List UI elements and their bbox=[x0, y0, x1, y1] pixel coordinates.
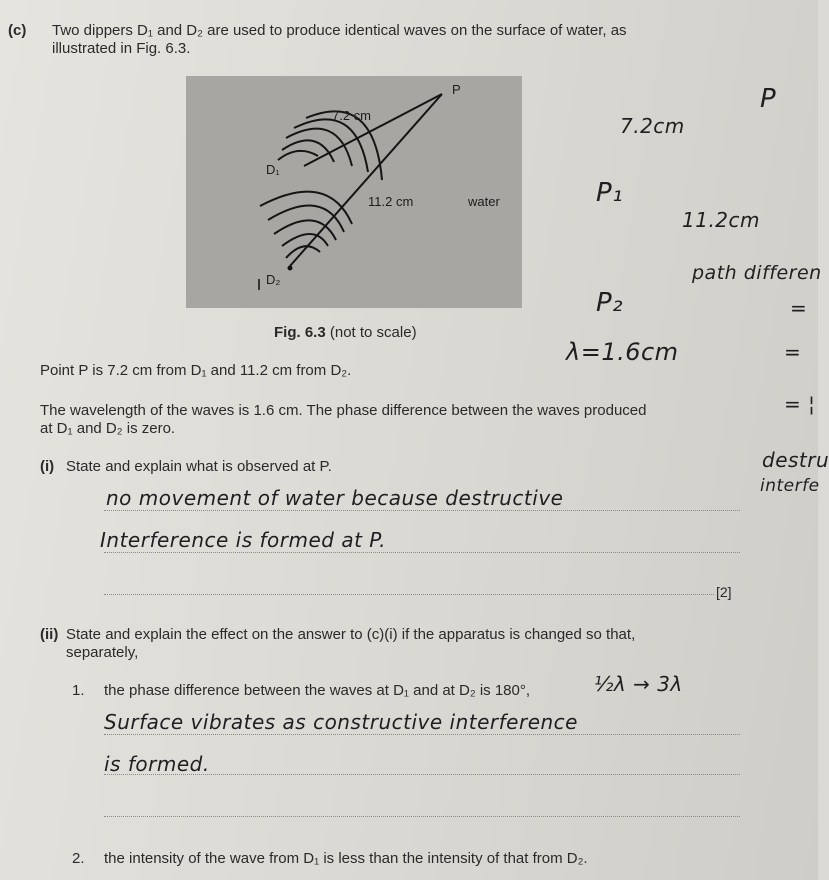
question-ii-text-1: State and explain the effect on the answer to (c)(i) if the apparatus is changed so that, bbox=[66, 626, 636, 643]
handwritten-answer-ii-1b: is formed. bbox=[104, 752, 210, 776]
margin-note-equals-3: = ¦ bbox=[784, 392, 816, 416]
wavelength-line-2: at D₁ and D₂ is zero. bbox=[40, 420, 176, 437]
margin-note-7-2cm: 7.2cm bbox=[620, 114, 685, 138]
margin-note-11-2cm: 11.2cm bbox=[682, 208, 761, 232]
wavelength-line-1: The wavelength of the waves is 1.6 cm. The phase difference between the waves produced bbox=[40, 402, 647, 419]
answer-line bbox=[104, 734, 740, 735]
question-ii-text-2: separately, bbox=[66, 644, 139, 661]
fig-label-water: water bbox=[468, 194, 500, 209]
margin-note-equals-1: = bbox=[790, 296, 808, 320]
question-i-text: State and explain what is observed at P. bbox=[66, 458, 332, 475]
intro-line-1: Two dippers D₁ and D₂ are used to produce identical waves on the surface of water, as bbox=[52, 22, 627, 39]
dipper-d2-dot bbox=[288, 266, 293, 271]
handwritten-answer-i-2: Interference is formed at P. bbox=[100, 528, 386, 552]
fig-label-7-2cm: 7.2 cm bbox=[332, 108, 372, 123]
item-1-num: 1. bbox=[72, 682, 85, 699]
figure-caption bbox=[274, 324, 417, 342]
margin-note-path-difference: path differen bbox=[692, 262, 822, 284]
margin-note-lambda: λ=1.6cm bbox=[566, 338, 679, 366]
handwritten-item-1-note: ½λ → 3λ bbox=[594, 672, 683, 696]
item-2-num: 2. bbox=[72, 850, 85, 867]
figure-caption-rest: (not to scale) bbox=[329, 324, 417, 341]
answer-line bbox=[104, 594, 714, 595]
fig-label-p: P bbox=[452, 82, 461, 97]
item-2-text: the intensity of the wave from D₁ is less than the intensity of that from D₂. bbox=[104, 850, 588, 867]
point-p-line: Point P is 7.2 cm from D₁ and 11.2 cm from D₂. bbox=[40, 362, 352, 379]
figure-6-3 bbox=[186, 76, 522, 308]
margin-note-equals-2: = bbox=[784, 340, 802, 364]
part-label: (c) bbox=[8, 22, 27, 39]
answer-line bbox=[104, 816, 740, 817]
fig-label-d1: D₁ bbox=[266, 162, 280, 177]
handwritten-answer-ii-1a: Surface vibrates as constructive interference bbox=[104, 710, 578, 734]
marks-i: [2] bbox=[716, 584, 732, 600]
item-1-text: the phase difference between the waves at D₁ and at D₂ is 180°, bbox=[104, 682, 531, 699]
question-i-label: (i) bbox=[40, 458, 55, 475]
answer-line bbox=[104, 552, 740, 553]
fig-label-11-2cm: 11.2 cm bbox=[368, 194, 414, 209]
handwritten-answer-i-1: no movement of water because destructive bbox=[106, 486, 564, 510]
margin-note-interference: interfe bbox=[760, 476, 820, 496]
question-ii-label: (ii) bbox=[40, 626, 59, 643]
answer-line bbox=[104, 510, 740, 511]
margin-note-p: P bbox=[760, 84, 777, 114]
intro-line-2: illustrated in Fig. 6.3. bbox=[52, 40, 191, 57]
margin-note-p1: P₁ bbox=[596, 178, 624, 208]
margin-note-p2: P₂ bbox=[596, 288, 624, 318]
margin-note-destructive: destru bbox=[762, 448, 829, 472]
fig-label-d2: D₂ bbox=[266, 272, 281, 287]
figure-caption-bold: Fig. 6.3 bbox=[274, 324, 326, 341]
